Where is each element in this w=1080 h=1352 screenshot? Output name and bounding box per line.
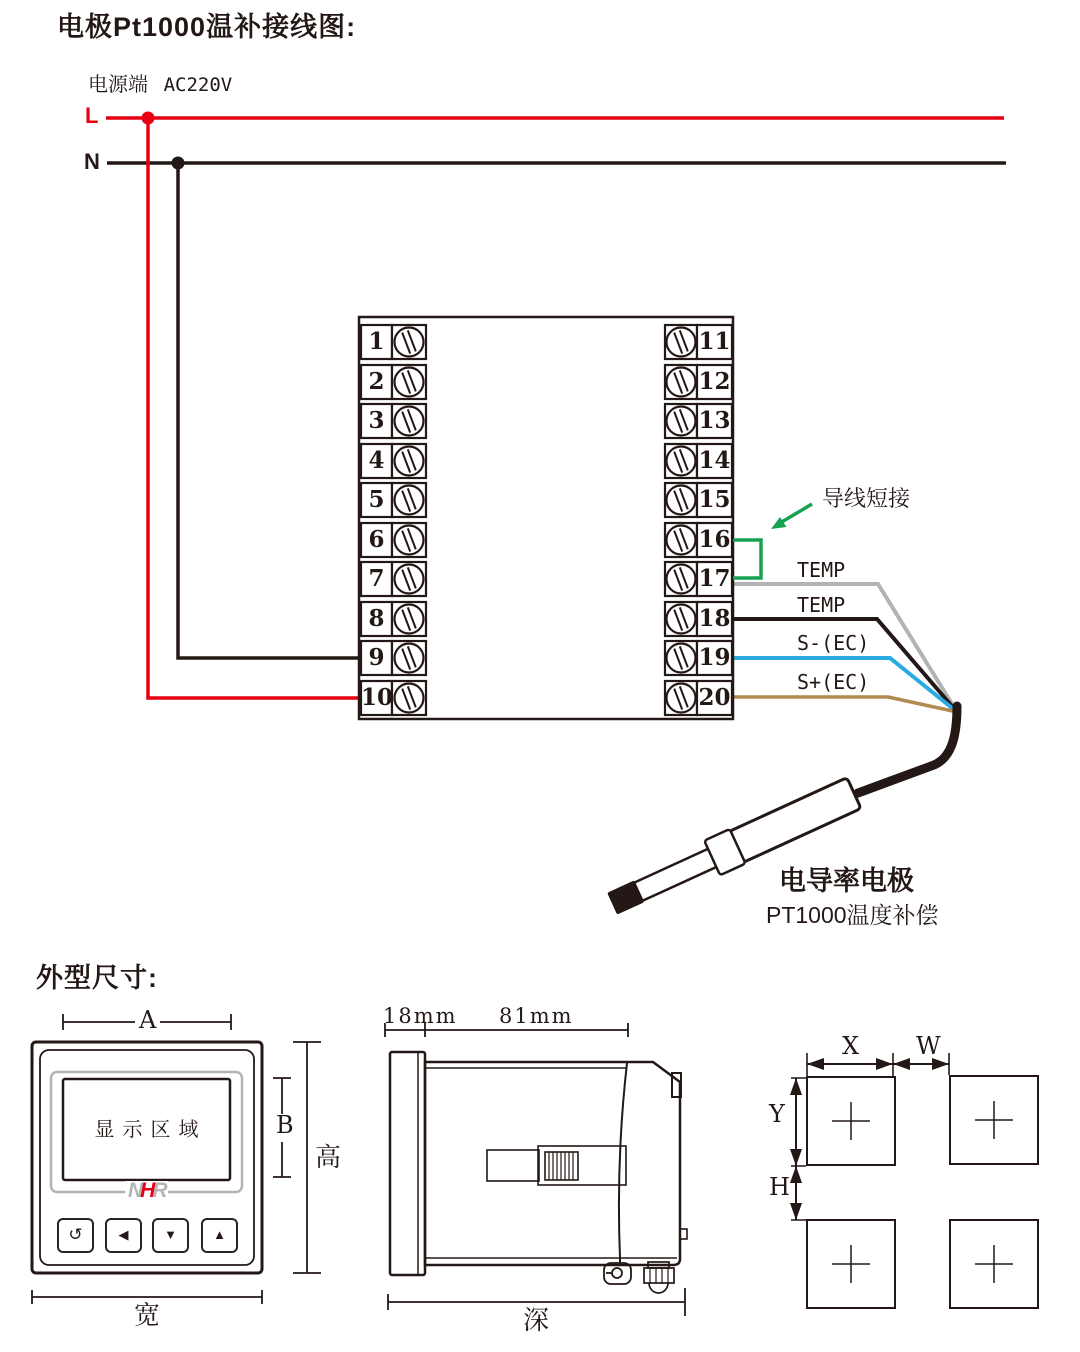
terminal-1: 1 [368,328,385,355]
live-drop [148,118,361,698]
power-voltage-text: AC220V [163,74,233,96]
dim-width-label: 宽 [134,1300,161,1330]
terminal-5: 5 [368,486,385,513]
logo-letter-r: R [152,1179,165,1202]
dim-b-label: B [276,1111,294,1139]
terminal-17: 17 [698,565,731,592]
cutout-dim-arrows [790,1058,949,1220]
logo-letter-h: H [140,1179,153,1202]
electrode-subtitle: PT1000温度补偿 [766,902,939,928]
brand-logo [125,1181,168,1201]
neutral-label: N [84,149,100,174]
neutral-junction-dot [172,157,185,170]
loop-button: ↺ [57,1218,94,1253]
dim-h-label: H [769,1173,790,1201]
terminal-3: 3 [368,407,385,434]
power-supply-label [88,74,232,97]
terminal-15: 15 [698,486,731,513]
dim-a-label: A [139,1006,157,1034]
terminal-9: 9 [368,644,385,671]
cutout-extension-ticks [791,1053,949,1220]
wire-label-s-minus: S-(EC) [797,631,870,655]
wire-label-temp-2: TEMP [797,593,846,617]
terminal-block [359,317,733,719]
cutout-crosses [832,1101,1013,1283]
outline-title: 外型尺寸: [36,963,158,993]
body-depth-label: 81mm [499,1004,574,1028]
terminal-6: 6 [368,526,385,553]
terminal-2: 2 [368,368,385,395]
s-plus-wire [731,697,957,712]
dim-depth-label: 深 [523,1305,550,1335]
jumper-label: 导线短接 [822,486,911,511]
mounting-clamp [487,1146,626,1185]
dim-y-label: Y [769,1100,785,1128]
terminal-16: 16 [698,526,731,553]
terminal-20: 20 [698,684,731,711]
terminal-11: 11 [698,328,731,355]
cutout-view [790,1053,1038,1308]
wire-label-s-plus: S+(EC) [797,670,870,694]
display-area-label: 显示区域 [94,1117,207,1141]
bezel-depth-label: 18mm [383,1004,458,1028]
cable-gland [644,1262,674,1293]
live-label: L [85,103,99,128]
wire-label-temp-1: TEMP [797,558,846,582]
wiring-title: 电极Pt1000温补接线图: [57,12,357,42]
cutout-squares [807,1076,1038,1308]
power-terminal-text: 电源端 [88,74,148,96]
electrode-shaft [633,848,718,901]
terminal-10: 10 [361,684,394,711]
side-bezel [390,1052,425,1275]
terminal-4: 4 [368,447,385,474]
terminal-14: 14 [698,447,731,474]
terminal-19: 19 [698,644,731,671]
electrode-body [729,778,861,863]
dim-x-label: X [842,1032,860,1060]
side-view [385,1023,687,1316]
terminal-18: 18 [698,605,731,632]
terminal-13: 13 [698,407,731,434]
jumper-wire [733,540,761,578]
live-junction-dot [142,112,155,125]
jumper-arrow-shaft [780,504,812,523]
terminal-7: 7 [368,565,385,592]
neutral-drop [178,163,361,658]
logo-letter-n: N [128,1179,141,1202]
dim-w-label: W [916,1032,941,1060]
electrode-title: 电导率电极 [779,866,914,896]
electrode-cable [858,706,957,793]
dim-height-label: 高 [315,1142,342,1172]
terminal-12: 12 [698,368,731,395]
up-button: ▲ [201,1218,238,1253]
left-button: ◀ [105,1218,142,1253]
terminal-8: 8 [368,605,385,632]
down-button: ▼ [152,1218,189,1253]
